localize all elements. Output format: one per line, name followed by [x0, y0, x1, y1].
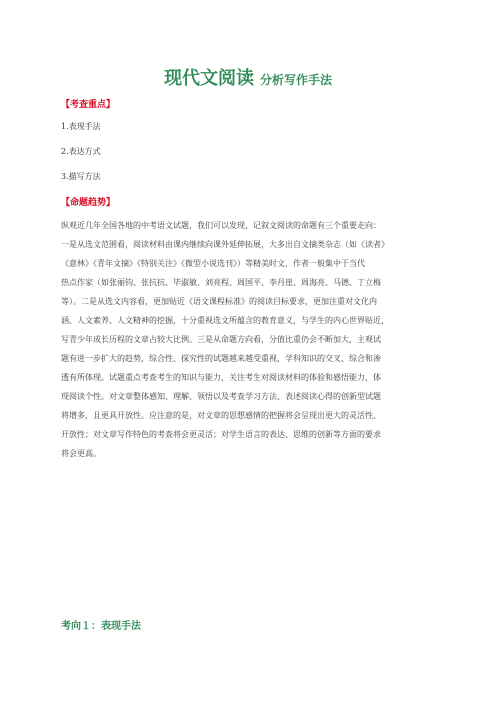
focus-item-2: 2.表达方式: [61, 147, 101, 156]
paragraph-line: 现阅读个性。对文章整体感知、理解、领悟以及考查学习方法、表述阅读心得的创新型试题: [61, 392, 381, 401]
paragraph-line: 题有进一步扩大的趋势，综合性、探究性的试题越来越受重视，学科知识的交叉、综合和渗: [61, 354, 381, 363]
focus-item-3: 3.描写方法: [61, 172, 101, 181]
trend-tag: 【命题趋势】: [61, 198, 116, 208]
paragraph-line: 涵、人文素养、人文精神的挖掘，十分重视选文所蕴含的教育意义，与学生的内心世界贴近，: [61, 316, 389, 325]
paragraph-line: 将会更高。: [61, 449, 101, 458]
paragraph-line: 将增多，且更具开放性。应注意的是，对文章的思想感情的把握将会呈现出更大的灵活性、: [61, 411, 381, 420]
paragraph-line: 写青少年成长历程的文章占较大比例。三是从命题方向看，分值比重仍会不断加大，主观试: [61, 335, 381, 344]
paragraph-line: 一是从选文范围看，阅读材料由课内继续向课外延伸拓展，大多出自文摘类杂志（如《读者》: [61, 240, 389, 249]
document-title: [0, 64, 496, 90]
exam-focus-tag: 【考查重点】: [61, 100, 116, 110]
title-main: 现代文阅读: [163, 68, 254, 89]
paragraph-line: 《意林》《青年文摘》《特别关注》《微型小说选刊》）等精美时文，作者一般集中于当代: [61, 259, 365, 268]
paragraph-line: 开放性；对文章写作特色的考查将会更灵活；对学生语言的表达、思维的创新等方面的要求: [61, 430, 381, 439]
paragraph-line: 纵观近几年全国各地的中考语文试题，我们可以发现，记叙文阅读的命题有三个重要走向：: [61, 221, 381, 230]
focus-item-1: 1.表现手法: [61, 122, 101, 131]
paragraph-line: 透有所体现。试题重点考查考生的知识与能力，关注考生对阅读材料的体验和感悟能力，体: [61, 373, 381, 382]
paragraph-line: 热点作家（如张丽钧、张抗抗、毕淑敏、刘亮程、周国平、李丹崖、周海亮、马德、丁立梅: [61, 278, 381, 287]
section-heading: 考向１：表现手法: [61, 621, 141, 632]
title-sub: 分析写作手法: [259, 73, 332, 87]
paragraph-line: 等）。二是从选文内容看，更加贴近《语文课程标准》的阅读目标要求，更加注重对文化内: [61, 297, 377, 306]
